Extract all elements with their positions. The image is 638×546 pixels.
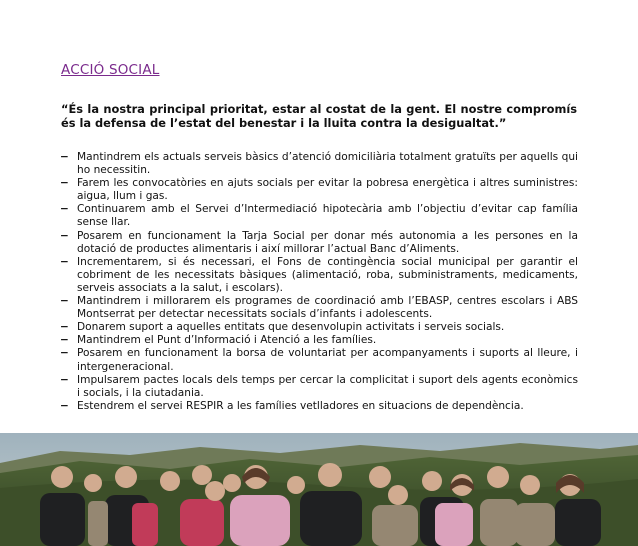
bullet-dash: − <box>60 399 69 412</box>
list-item <box>59 334 578 347</box>
list-item <box>59 295 578 321</box>
bullet-dash: − <box>60 347 69 360</box>
list-item <box>59 203 578 229</box>
bullet-dash: − <box>60 151 69 163</box>
list-item-text: Donarem suport a aquelles entitats que desenvolupin activitats i serveis socials. <box>77 321 505 334</box>
section-title: ACCIÓ SOCIAL <box>61 62 160 78</box>
list-item <box>59 374 578 400</box>
bullet-dash: − <box>60 334 69 347</box>
list-item <box>59 177 578 203</box>
bullet-dash: − <box>60 177 69 190</box>
list-item-text: Estendrem el servei RESPIR a les famílies vetlladores en situacions de dependència. <box>77 399 524 412</box>
list-item-text: Continuarem amb el Servei d’Intermediació hipotecària amb l’objectiu d’evitar cap família sense llar. <box>77 203 578 229</box>
list-item-text: Impulsarem pactes locals dels temps per cercar la complicitat i suport dels agents econòmics i socials, i la ciutadania. <box>77 373 578 399</box>
list-item <box>59 347 578 373</box>
list-item <box>59 321 578 334</box>
list-item-text: Mantindrem i millorarem els programes de coordinació amb l’EBASP, centres escolars i ABS Montserrat per detectar necessitats socials d’infants i adolescents. <box>77 295 578 321</box>
bullet-dash: − <box>60 321 69 334</box>
list-item-text: Incrementarem, si és necessari, el Fons de contingència social municipal per garantir el cobriment de les necessitats bàsiques (alimentació, roba, subministraments, medicaments, serveis associats a la salut, i escolars). <box>77 255 578 294</box>
group-photo <box>0 433 638 546</box>
bullet-dash: − <box>60 255 69 268</box>
bullet-dash: − <box>60 229 69 242</box>
list-item-text: Mantindrem els actuals serveis bàsics d’atenció domiciliària totalment gratuïts per aquells qui ho necessitin. <box>77 151 578 177</box>
list-item-text: Posarem en funcionament la borsa de voluntariat per acompanyaments i suports al lleure, i intergeneracional. <box>77 347 578 373</box>
list-item <box>59 151 578 177</box>
list-item-text: Farem les convocatòries en ajuts socials per evitar la pobresa energètica i altres suministres: aigua, llum i gas. <box>77 177 578 203</box>
list-item <box>59 400 578 413</box>
bullet-dash: − <box>60 295 69 308</box>
commitments-list <box>59 151 578 413</box>
bullet-dash: − <box>60 373 69 386</box>
bullet-dash: − <box>60 203 69 216</box>
list-item <box>59 256 578 295</box>
intro-quote: “És la nostra principal prioritat, estar al costat de la gent. El nostre compromís és la defensa de l’estat del benestar i la lluita contra la desigualtat.” <box>61 102 577 130</box>
list-item <box>59 230 578 256</box>
list-item-text: Posarem en funcionament la Tarja Social per donar més autonomia a les persones en la dotació de productes alimentaris i així millorar l’actual Banc d’Aliments. <box>77 229 578 255</box>
list-item-text: Mantindrem el Punt d’Informació i Atenció a les famílies. <box>77 334 377 347</box>
